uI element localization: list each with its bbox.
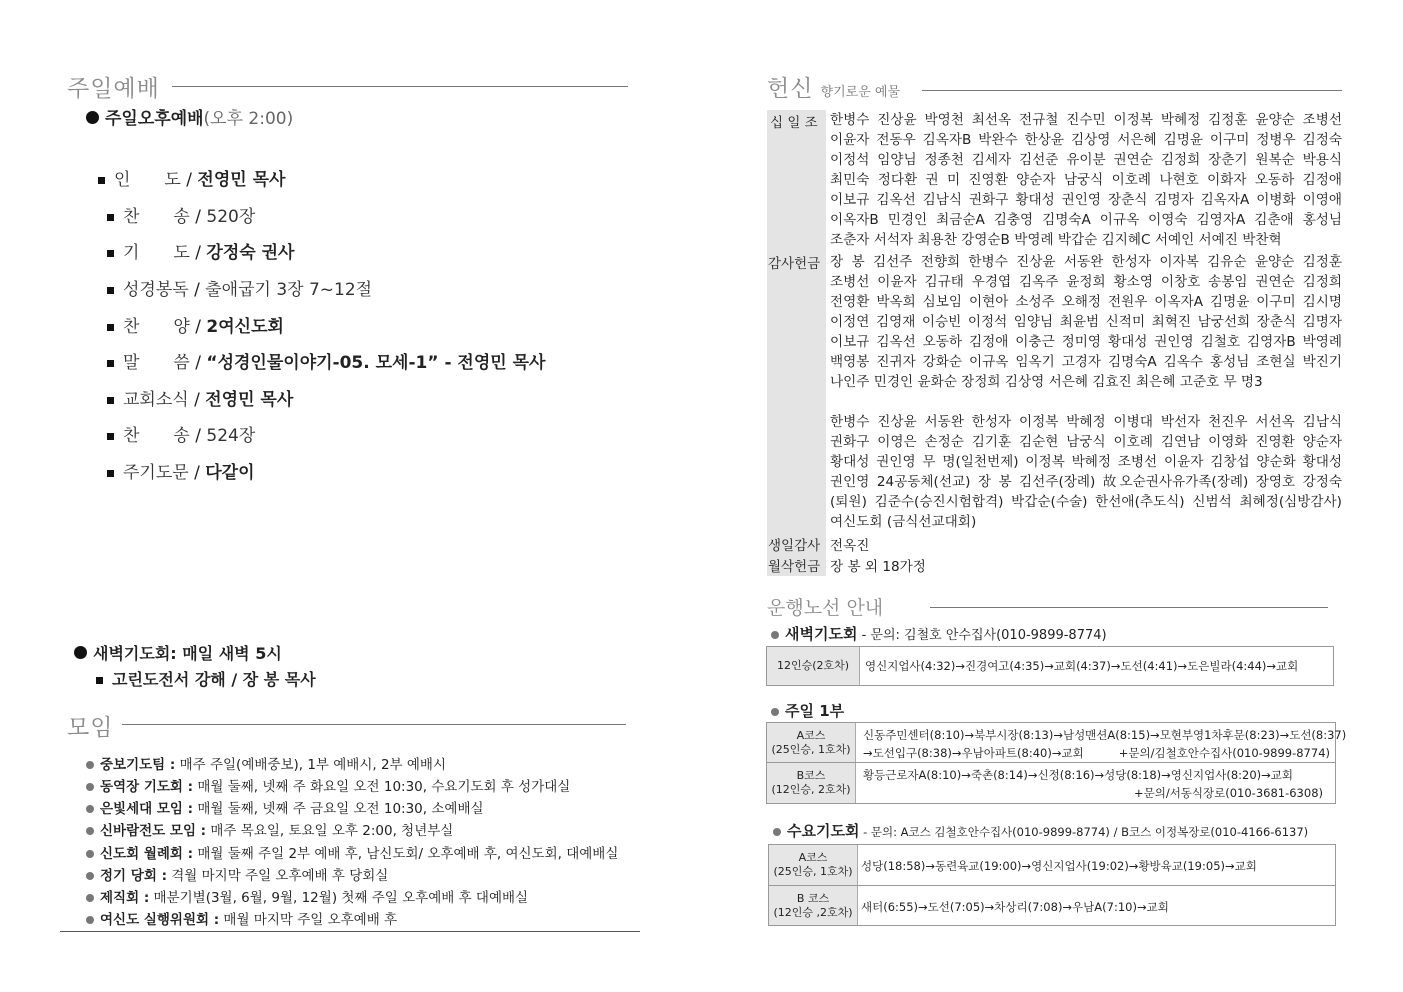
thanks-line: 나인주 민경인 윤화순 장정희 김상영 서은혜 김효진 최은혜 고준호 무 명3 [830,374,1263,390]
thanks-label: 감사헌금 [768,256,821,272]
square-bullet-icon [107,360,114,367]
sunday-route-header: 주일 1부 [771,700,844,721]
service-name: 주일오후예배 [105,109,204,129]
tithe-line: 이옥자B 민경인 최금순A 김충영 김명숙A 이규옥 이영숙 김영자A 김춘애 홍성님 [830,212,1342,228]
row-divider [769,885,1335,886]
square-bullet-icon [107,397,114,404]
monthly-label: 월삭헌금 [768,559,821,575]
dawn-route-table [766,646,1334,686]
route-text: 성당(18:58)→동련육교(19:00)→영신지업사(19:02)→황방육교(19:05)→교회 [861,859,1257,873]
offering-label-column [767,110,826,576]
tithe-line: 최민숙 정다환 권 미 진영환 양순자 남궁식 이호례 나현호 이화자 오동하 김정애 [830,172,1342,188]
wednesday-route-table [768,844,1336,926]
liturgy-item: 말 씀 / “성경인물이야기-05. 모세-1” - 전영민 목사 [107,348,545,373]
square-bullet-icon [107,324,114,331]
thanks-special-line: 권화구 이영은 손정순 김기훈 김순현 남궁식 이호례 김연남 이영화 진영환 양순자 [830,434,1342,450]
bullet-icon [86,783,94,791]
bullet-icon [74,646,87,659]
monthly-value: 장 봉 외 18가정 [830,559,926,575]
square-bullet-icon [96,677,103,684]
dawn-route-header: 새벽기도회 - 문의: 김철호 안수집사(010-9899-8774) [771,623,1107,644]
bullet-icon [86,805,94,813]
liturgy-item: 주기도문 / 다같이 [107,458,255,483]
sunday-route-table [766,722,1347,804]
meeting-item: 동역장 기도회 : 매월 둘째, 넷째 주 화요일 오전 10:30, 수요기도회 후 성가대실 [86,775,570,795]
meeting-item: 정기 당회 : 격월 마지막 주일 오후예배 후 당회실 [86,864,388,884]
square-bullet-icon [107,470,114,477]
tithe-line: 이윤자 전동우 김옥자B 박완수 한상윤 김상영 서은혜 김명윤 이구미 정병우 김정숙 [830,132,1342,148]
liturgy-item: 찬 송 / 524장 [107,421,255,446]
bullet-icon [86,916,94,924]
meeting-item: 은빛세대 모임 : 매월 둘째, 넷째 주 금요일 오전 10:30, 소예배실 [86,797,484,817]
thanks-line: 전영환 박옥희 심보임 이현아 소성주 오해정 전원우 이옥자A 김명윤 이구미 김시명 [830,294,1342,310]
tithe-line: 이정석 임양님 정종천 김세자 김선준 유이분 권연순 김정희 장춘기 원복순 박용식 [830,152,1342,168]
thanks-line: 이정연 김영재 이승빈 이정석 임양님 최윤범 신적미 최혁진 남궁선희 장춘식 김명자 [830,314,1342,330]
meetings-section-title: 모임 [67,715,114,741]
routes-title-rule [930,607,1328,608]
liturgy-item: 기 도 / 강정숙 권사 [107,238,294,263]
meeting-item: 신바람전도 모임 : 매주 목요일, 토요일 오후 2:00, 청년부실 [86,819,453,839]
liturgy-item: 찬 송 / 520장 [107,202,255,227]
thanks-line: 이보규 김옥선 오동하 김정애 이충근 정미영 황대성 권인영 김철호 김영자B 박영례 [830,334,1342,350]
vehicle-cell: B 코스 (12인승 ,2호차) [769,886,858,925]
row-divider [767,762,1335,763]
bullet-icon [773,828,781,836]
birthday-value: 전옥진 [830,538,870,554]
bullet-icon [86,872,94,880]
sunday-section-title: 주일예배 [67,76,160,102]
square-bullet-icon [107,250,114,257]
liturgy-item: 인 도 / 전영민 목사 [98,165,285,190]
offering-title-rule [922,90,1342,91]
thanks-special-line: (퇴원) 김준수(승진시험합격) 박갑순(수술) 한선애(추도식) 신범석 최혜정(심방감사) [830,494,1342,510]
vehicle-cell: 12인승(2호차) [767,647,860,685]
route-text: 영신지업사(4:32)→진경여고(4:35)→교회(4:37)→도선(4:41)→도은빌라(4:44)→교회 [865,659,1299,673]
route-text: 새터(6:55)→도선(7:05)→차상리(7:08)→우남A(7:10)→교회 [861,900,1169,914]
liturgy-item: 교회소식 / 전영민 목사 [107,385,293,410]
bullet-icon [771,631,779,639]
vehicle-cell: A코스 (25인승, 1호차) [769,845,858,885]
wednesday-route-header: 수요기도회 - 문의: A코스 김철호안수집사(010-9899-8774) / B코스 이정복장로(010-4166-6137) [773,820,1308,841]
meeting-item: 제직회 : 매분기별(3월, 6월, 9월, 12월) 첫째 주일 오후예배 후 대예배실 [86,886,528,906]
bullet-icon [86,761,94,769]
dawn-prayer-sub: 고린도전서 강해 / 장 봉 목사 [96,667,316,690]
route-text: 신동주민센터(8:10)→북부시장(8:13)→남성맨션A(8:15)→모현부영1차후문(8:23)→도선(8:37) [863,728,1347,742]
meeting-item: 여신도 실행위원회 : 매월 마지막 주일 오후예배 후 [86,908,397,928]
square-bullet-icon [107,287,114,294]
liturgy-item: 찬 양 / 2여신도회 [107,312,284,337]
tithe-line: 한병수 진상윤 박영천 최선옥 전규철 진수민 이정복 박혜정 김정훈 윤양순 조병선 [830,112,1342,128]
bullet-icon [771,708,779,716]
thanks-special-line: 황대성 권인영 무 명(일천번제) 이정복 박혜정 조병선 이윤자 김창섭 양순화 황대성 [830,454,1342,470]
contact-text: +문의/서동식장로(010-3681-6308) [1133,786,1323,800]
thanks-line: 장 봉 김선주 전향희 한병수 진상윤 서동완 한성자 이자복 김유순 윤양순 김정훈 [830,254,1342,270]
bullet-icon [86,827,94,835]
tithe-line: 이보규 김옥선 김남식 권화구 황대성 권인영 장춘식 김명자 김옥자A 이병화 이영애 [830,192,1342,208]
left-bottom-rule [60,931,640,932]
contact-text: +문의/김철호안수집사(010-9899-8774) [1118,746,1330,760]
thanks-special-line: 여신도회 (금식선교대회) [830,514,977,530]
vehicle-cell: A코스 (25인승, 1호차) [767,723,856,762]
service-time: (오후 2:00) [203,109,294,129]
thanks-line: 조병선 이윤자 김규태 우경엽 김옥주 윤정희 황소영 이창호 송봉임 권연순 김정희 [830,274,1342,290]
sunday-service-header [86,104,293,129]
dawn-prayer-header: 새벽기도회: 매일 새벽 5시 [74,641,282,664]
tithe-line: 조춘자 서석자 최용찬 강영순B 박영례 박갑순 김지혜C 서예인 서예진 박찬혁 [830,232,1282,248]
meeting-item: 신도회 월례회 : 매월 둘째 주일 2부 예배 후, 남신도회/ 오후예배 후, 여신도회, 대예배실 [86,842,618,862]
vehicle-cell: B코스 (12인승, 2호차) [767,763,856,803]
thanks-special-line: 권인영 24공동체(선교) 장 봉 김선주(장례) 故오순권사유가족(장례) 장영호 강정숙 [830,474,1342,490]
sunday-title-rule [172,86,628,87]
route-text: 황등근로자A(8:10)→죽촌(8:14)→신정(8:16)→성당(8:18)→영신지업사(8:20)→교회 [863,768,1293,782]
routes-section-title: 운행노선 안내 [767,597,884,619]
bullet-icon [86,850,94,858]
thanks-special-line: 한병수 진상윤 서동완 한성자 이정복 박혜정 이병대 박선자 천진우 서선옥 김남식 [830,414,1342,430]
route-text: →도선입구(8:38)→우남아파트(8:40)→교회 [863,746,1084,760]
square-bullet-icon [98,177,105,184]
meeting-item: 중보기도팀 : 매주 주일(예배중보), 1부 예배시, 2부 예배시 [86,753,446,773]
bullet-icon [86,894,94,902]
offering-section-title: 헌신 향기로운 예물 [767,76,901,102]
liturgy-item: 성경봉독 / 출애굽기 3장 7~12절 [107,275,372,300]
tithe-label: 십 일 조 [770,115,818,131]
thanks-line: 백영봉 진귀자 강화순 이규옥 임옥기 고경자 김명숙A 김옥수 홍성님 조현실 박진기 [830,354,1342,370]
meetings-title-rule [122,724,626,725]
square-bullet-icon [107,214,114,221]
square-bullet-icon [107,433,114,440]
birthday-label: 생일감사 [768,538,821,554]
bullet-icon [86,111,99,124]
